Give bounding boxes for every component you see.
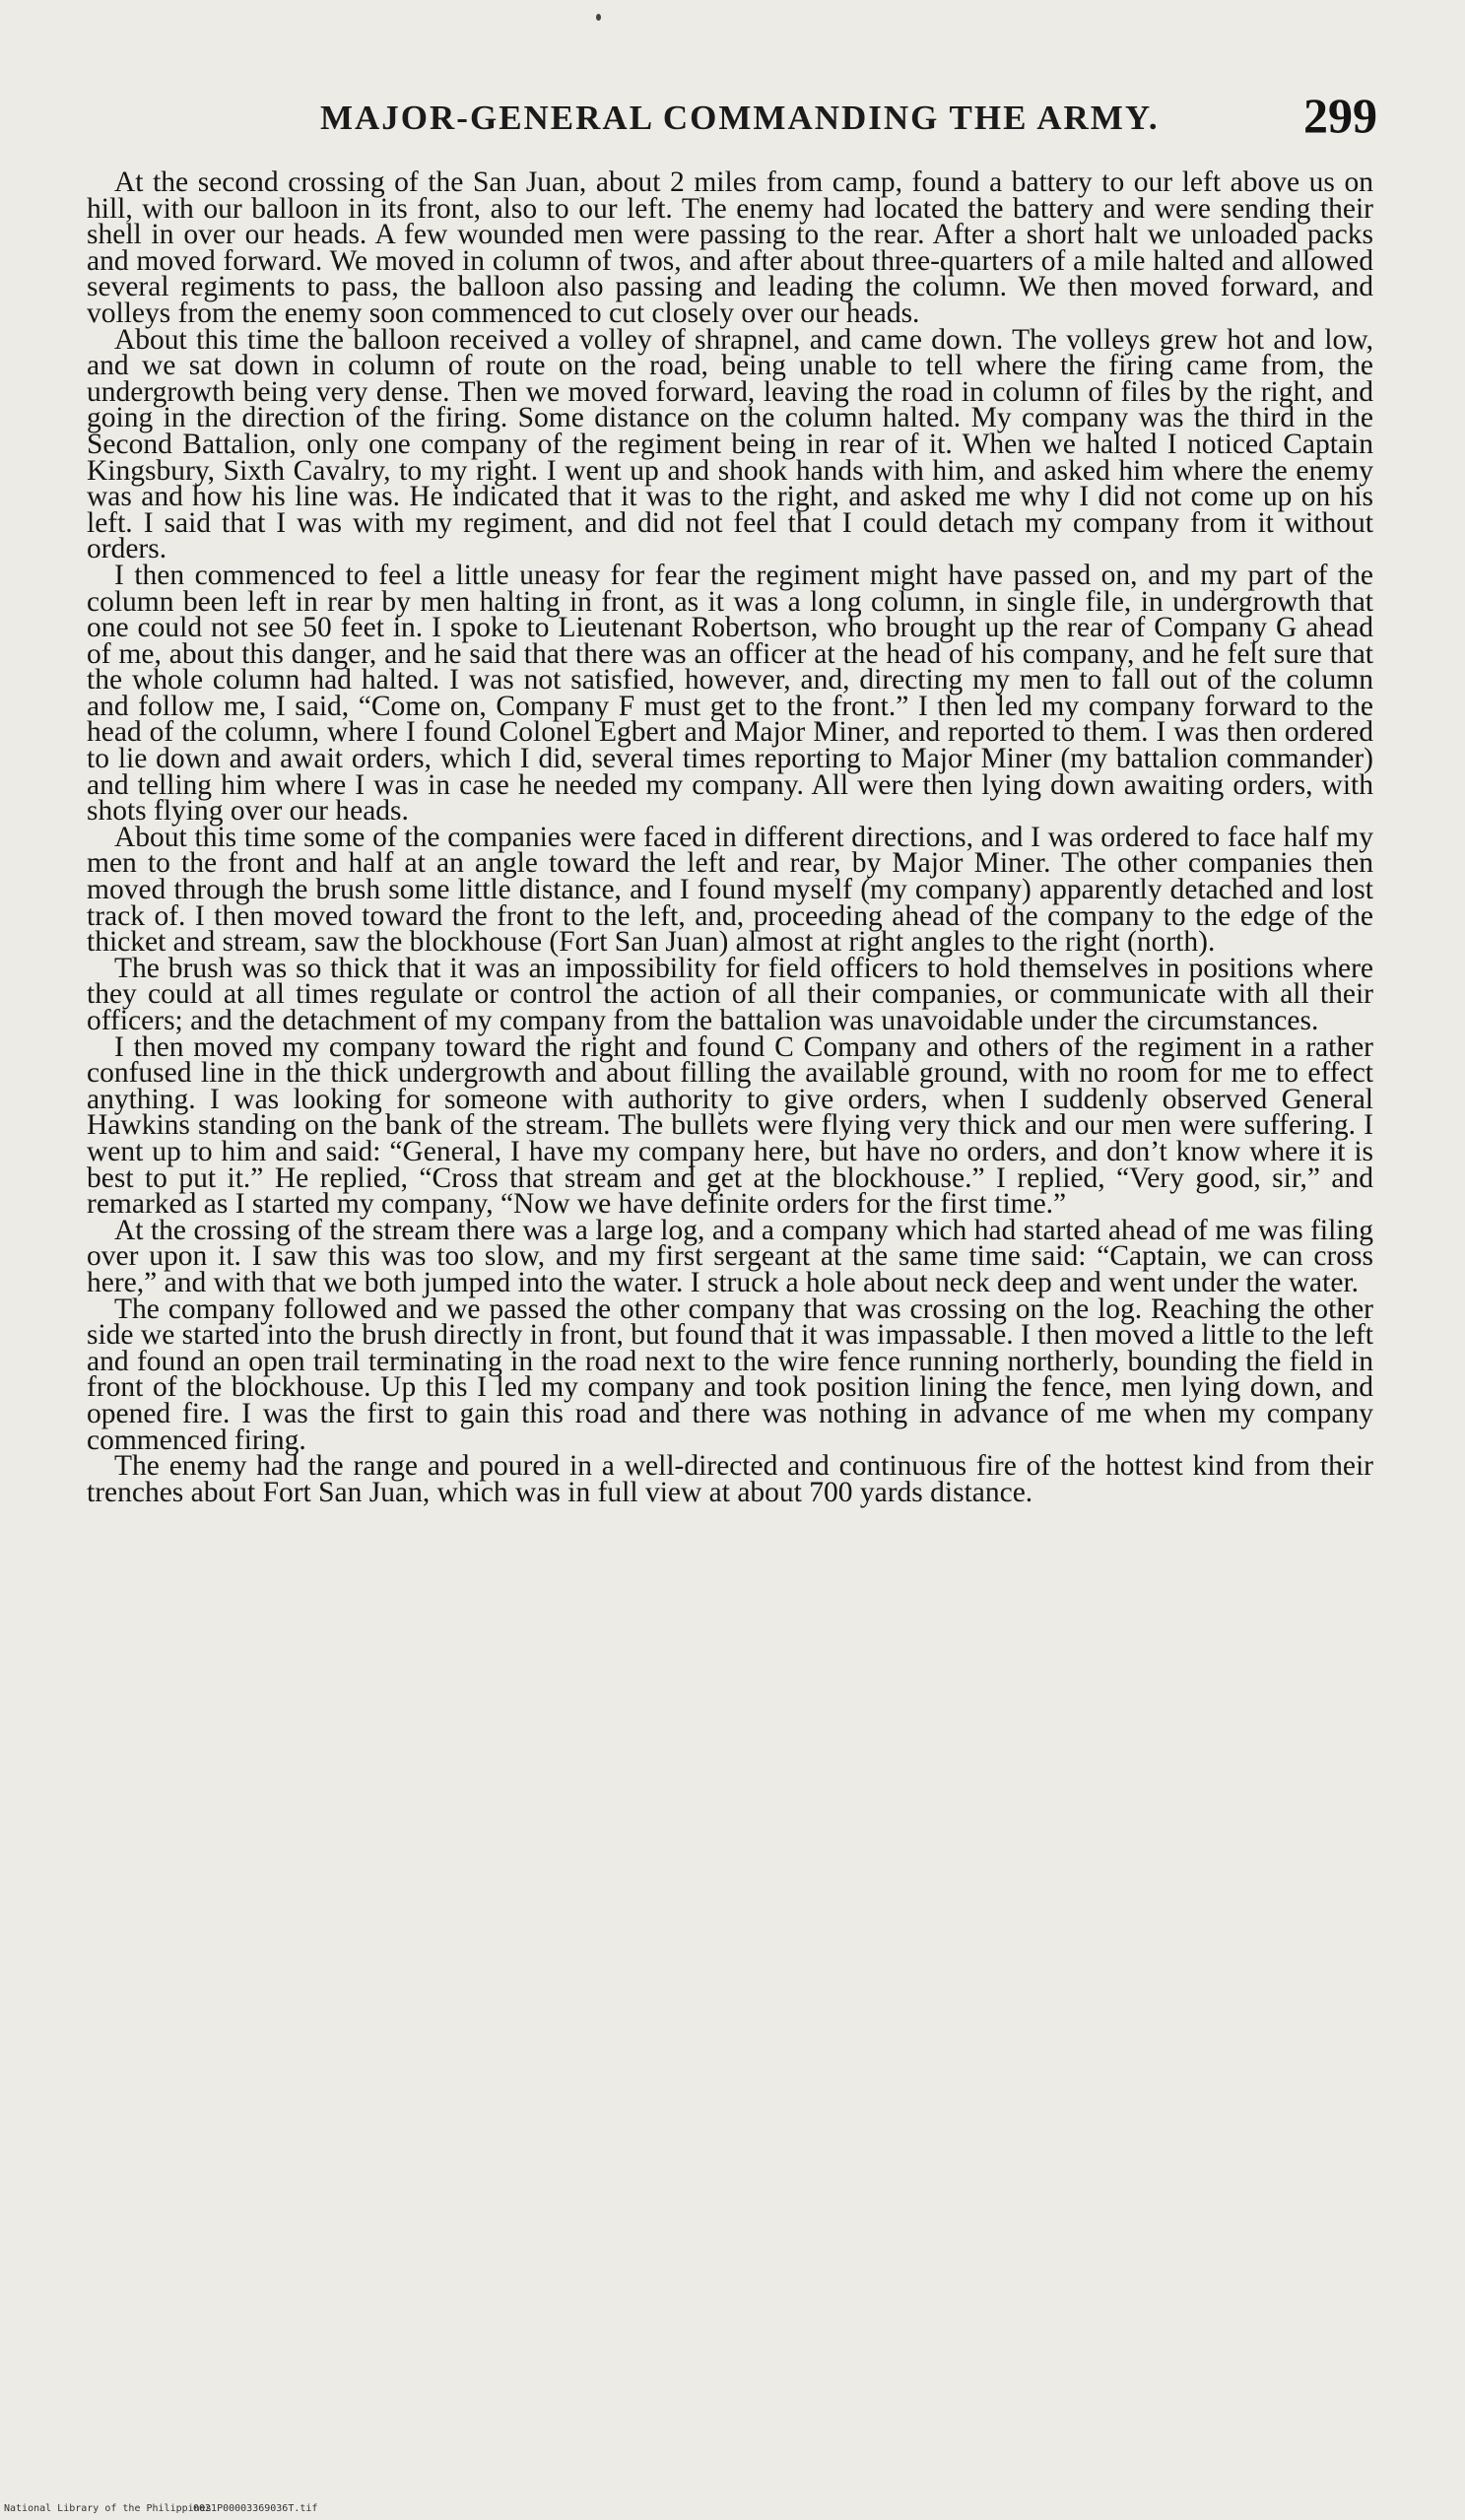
paragraph: The brush was so thick that it was an impossibility for field officers to hold themselves in positions where they could at all times regulate or control the action of all their companies, or communicate with all their officers; and the detachment of my company from the battalion was unavoidable under the circumstances.	[87, 952, 1373, 1036]
paragraph: About this time the balloon received a volley of shrapnel, and came down. The volleys grew hot and low, and we sat down in column of route on the road, being unable to tell where the firing came from, the undergrowth being very dense. Then we moved forward, leaving the road in column of files by the right, and going in the direction of the firing. Some distance on the column halted. My company was the third in the Second Battalion, only one company of the regiment being in rear of it. When we halted I noticed Captain Kingsbury, Sixth Cavalry, to my right. I went up and shook hands with him, and asked him where the enemy was and how his line was. He indicated that it was to the right, and asked me why I did not come up on his left. I said that I was with my regiment, and did not feel that I could detach my company from it without orders.	[87, 323, 1373, 565]
running-head: MAJOR-GENERAL COMMANDING THE ARMY.	[320, 99, 1160, 137]
paragraph: I then moved my company toward the right and found C Company and others of the regiment in a rather confused line in the thick undergrowth and about filling the available ground, with no room for me to effect anything. I was looking for someone with authority to give orders, when I suddenly observed General Hawkins standing on the bank of the stream. The bullets were flying very thick and our men were suffering. I went up to him and said: “General, I have my company here, but have no orders, and don’t know where it is best to put it.” He replied, “Cross that stream and get at the blockhouse.” I replied, “Very good, sir,” and remarked as I started my company, “Now we have definite orders for the first time.”	[87, 1030, 1373, 1221]
paragraph: About this time some of the companies were faced in different directions, and I was ordered to face half my men to the front and half at an angle toward the left and rear, by Major Miner. The other companies then moved through the brush some little distance, and I found myself (my company) apparently detached and lost track of. I then moved toward the front to the left, and, proceeding ahead of the company to the edge of the thicket and stream, saw the blockhouse (Fort San Juan) almost at right angles to the right (north).	[87, 821, 1373, 959]
paragraph: At the crossing of the stream there was a large log, and a company which had started ahead of me was filing over upon it. I saw this was too slow, and my first sergeant at the same time said: “Captain, we can cross here,” and with that we both jumped into the water. I struck a hole about neck deep and went under the water.	[87, 1214, 1373, 1298]
footer-source: National Library of the Philippines	[4, 2503, 212, 2514]
scan-footer	[0, 2499, 1465, 2520]
paragraph: At the second crossing of the San Juan, about 2 miles from camp, found a battery to our left above us on hill, with our balloon in its front, also to our left. The enemy had located the battery and were sending their shell in over our heads. A few wounded men were passing to the rear. After a short halt we unloaded packs and moved forward. We moved in column of twos, and after about three-quarters of a mile halted and allowed several regiments to pass, the balloon also passing and leading the column. We then moved forward, and volleys from the enemy soon commenced to cut closely over our heads.	[87, 166, 1373, 329]
scan-speck	[596, 14, 601, 21]
page-number: 299	[1303, 88, 1377, 143]
body-text	[87, 166, 1373, 1508]
page-header	[0, 87, 1465, 146]
paragraph: The enemy had the range and poured in a well-directed and continuous fire of the hottest kind from their trenches about Fort San Juan, which was in full view at about 700 yards distance.	[87, 1450, 1373, 1508]
paragraph: I then commenced to feel a little uneasy for fear the regiment might have passed on, and my part of the column been left in rear by men halting in front, as it was a long column, in single file, in undergrowth that one could not see 50 feet in. I spoke to Lieutenant Robertson, who brought up the rear of Company G ahead of me, about this danger, and he said that there was an officer at the head of his company, and he felt sure that the whole column had halted. I was not satisfied, however, and, directing my men to fall out of the column and follow me, I said, “Come on, Company F must get to the front.” I then led my company forward to the head of the column, where I found Colonel Egbert and Major Miner, and reported to them. I was then ordered to lie down and await orders, which I did, several times reporting to Major Miner (my battalion commander) and telling him where I was in case he needed my company. All were then lying down awaiting orders, with shots flying over our heads.	[87, 559, 1373, 828]
paragraph: The company followed and we passed the other company that was crossing on the log. Reaching the other side we started into the brush directly in front, but found that it was impassable. I then moved a little to the left and found an open trail terminating in the road next to the wire fence running northerly, bounding the field in front of the blockhouse. Up this I led my company and took position lining the fence, men lying down, and opened fire. I was the first to gain this road and there was nothing in advance of me when my company commenced firing.	[87, 1293, 1373, 1456]
footer-file: 0021P00003369036T.tif	[193, 2503, 318, 2514]
